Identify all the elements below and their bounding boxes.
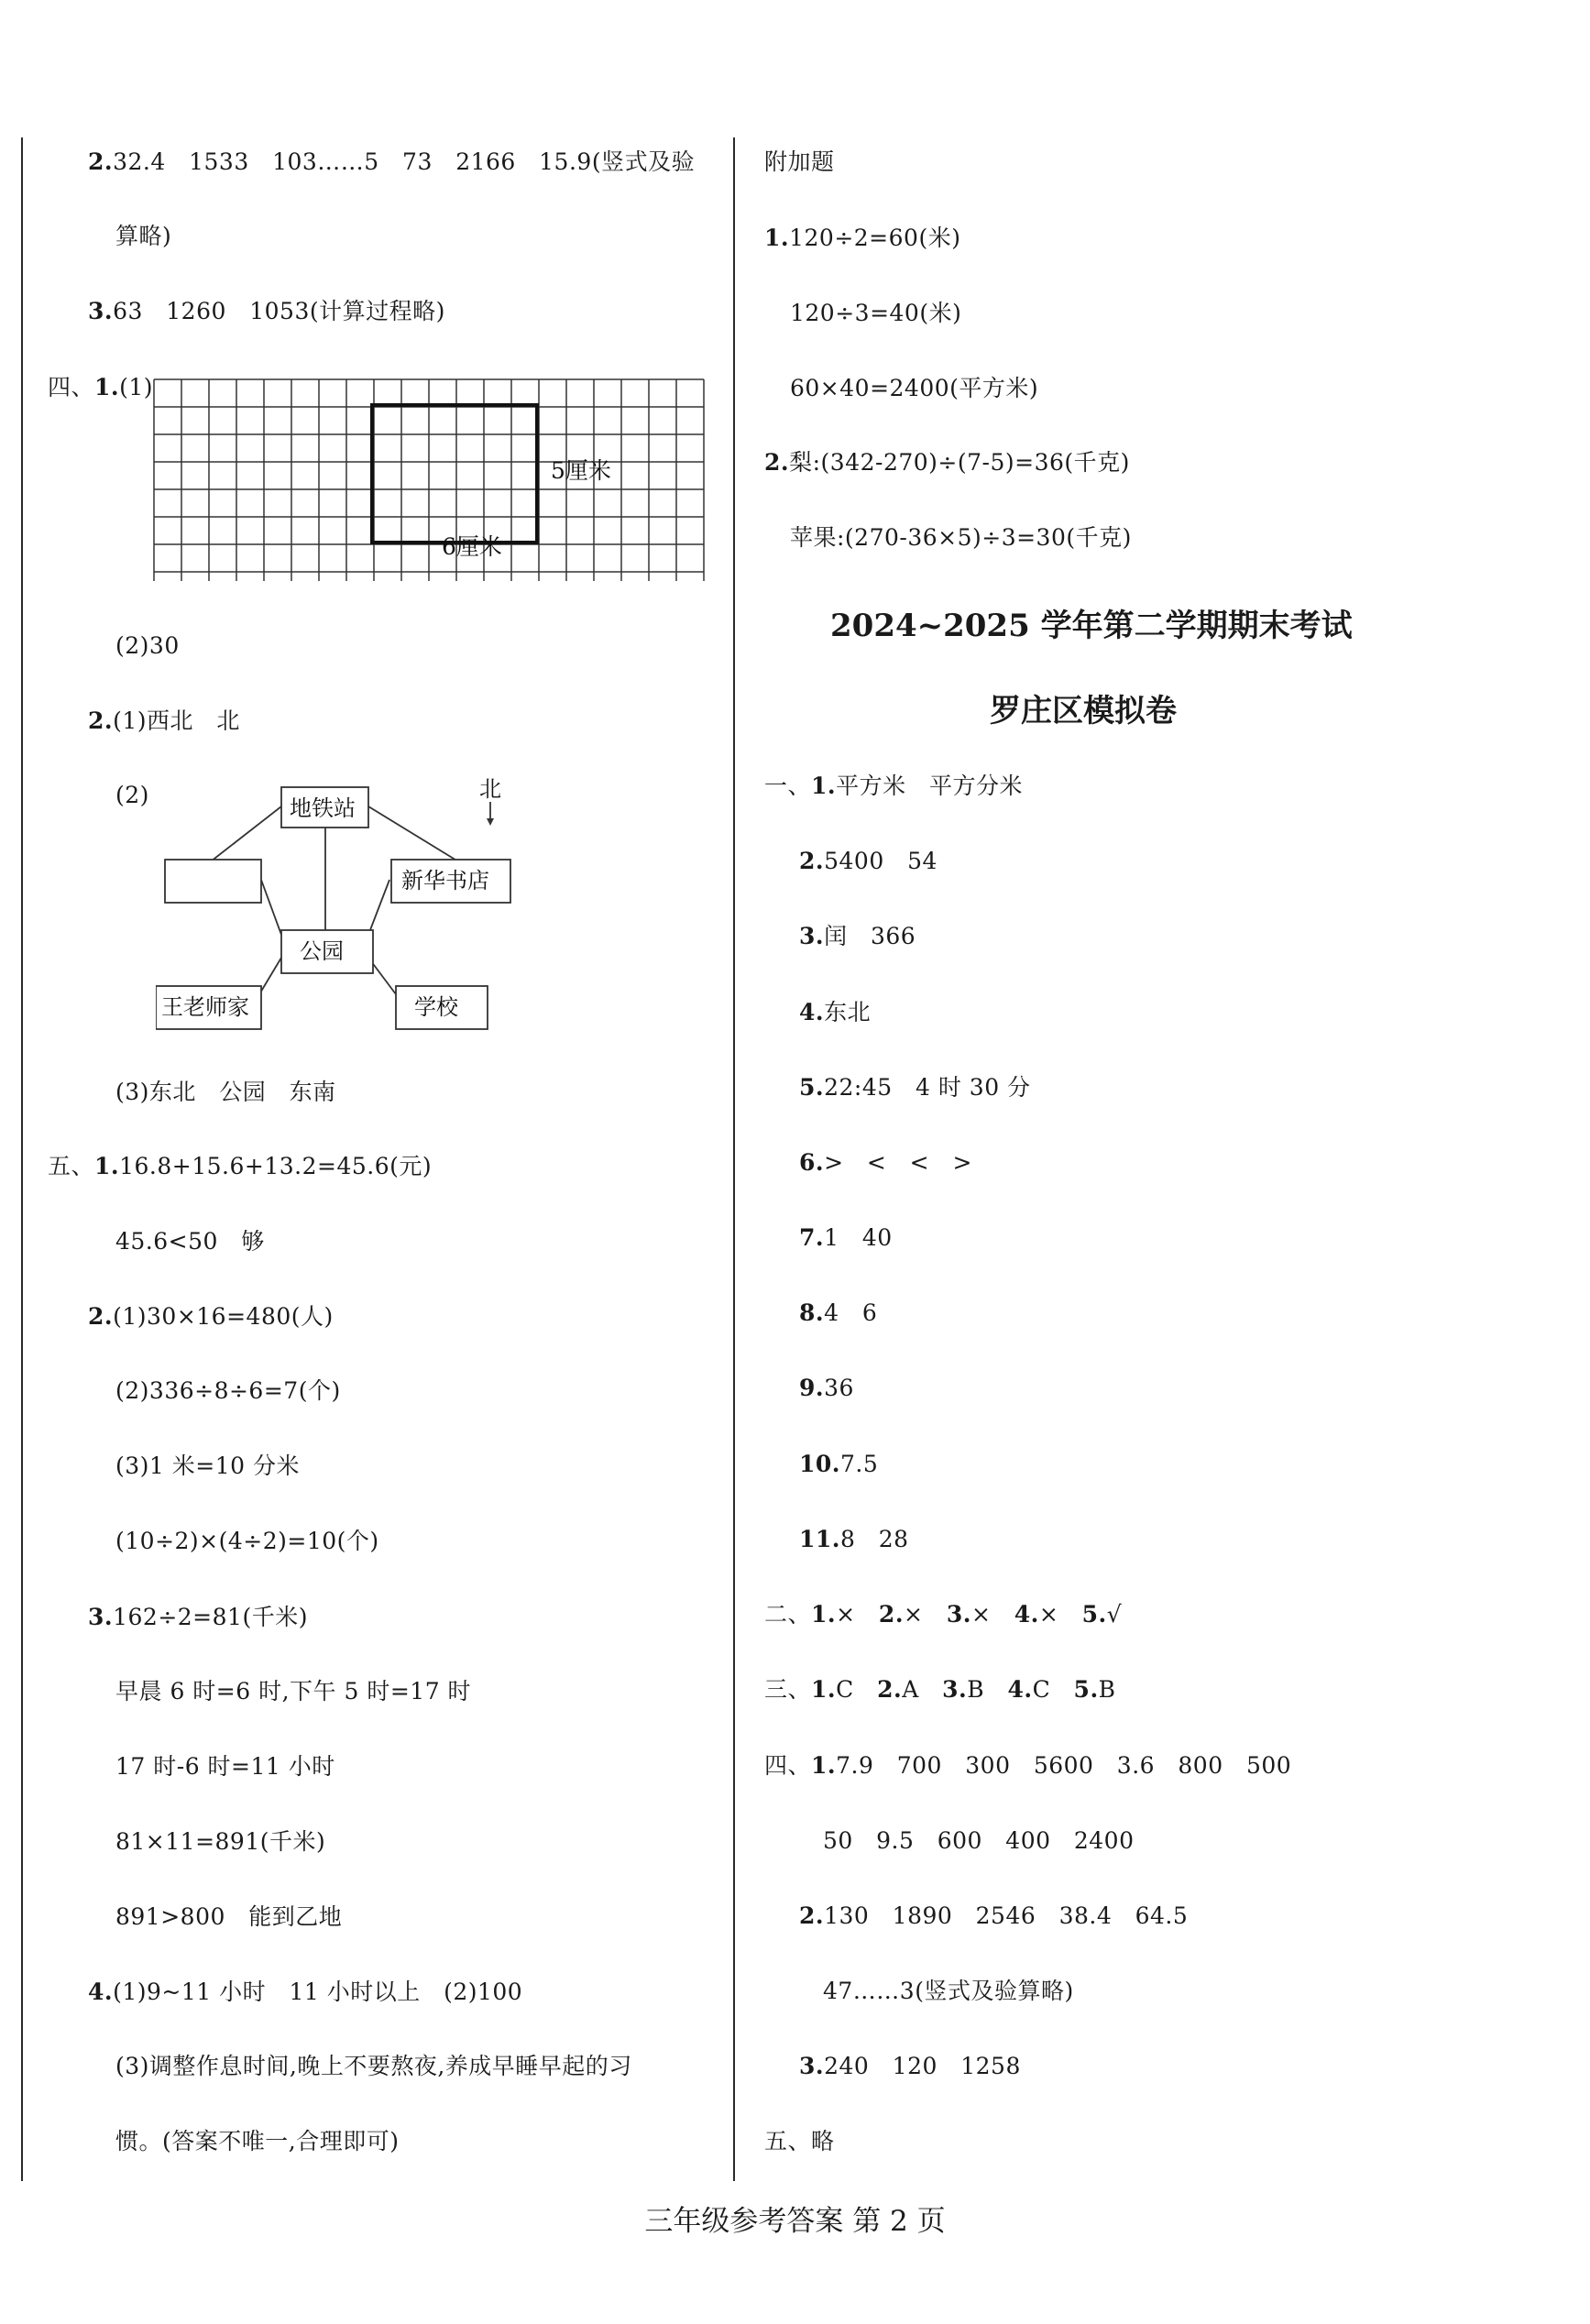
- answer-3-3: 3.63 1260 1053(计算过程略): [88, 298, 445, 324]
- answer-r4-2: 2.130 1890 2546 38.4 64.5: [799, 1902, 1189, 1929]
- extra-2: 2.梨:(342-270)÷(7-5)=36(千克): [764, 449, 1130, 476]
- answer-5-4: 4.(1)9~11 小时 11 小时以上 (2)100: [88, 1979, 523, 2005]
- grid-rectangle-figure: [152, 378, 706, 585]
- answer-3-2: 2.32.4 1533 103……5 73 2166 15.9(竖式及验: [88, 148, 696, 175]
- answer-r1-3: 3.闰 366: [799, 923, 916, 949]
- answer-5-2d: (10÷2)×(4÷2)=10(个): [115, 1528, 379, 1554]
- answer-4-2: 2.(1)西北 北: [88, 707, 240, 734]
- answer-3-2-cont: 算略): [115, 223, 172, 249]
- answer-4-1-2: (2)30: [115, 632, 180, 659]
- answer-5-3e: 891>800 能到乙地: [115, 1903, 343, 1930]
- answer-r1-6: 6.> < < >: [799, 1149, 972, 1176]
- answer-r4-3: 3.240 120 1258: [799, 2053, 1021, 2079]
- answer-5-3c: 17 时-6 时=11 小时: [115, 1753, 335, 1780]
- park-label: 公园: [300, 938, 344, 964]
- extra-1b: 120÷3=40(米): [790, 300, 962, 326]
- page-edge-rule: [21, 137, 23, 2181]
- answer-r1-5: 5.22:45 4 时 30 分: [799, 1074, 1031, 1101]
- blank-box: [165, 860, 261, 903]
- column-divider: [733, 137, 735, 2181]
- answer-r5: 五、略: [764, 2128, 835, 2154]
- exam-title: 2024~2025 学年第二学期期末考试: [830, 608, 1353, 644]
- answer-r1-7: 7.1 40: [799, 1224, 893, 1251]
- subway-label: 地铁站: [290, 795, 356, 821]
- north-label: 北: [479, 776, 501, 802]
- answer-4-2-3: (3)东北 公园 东南: [115, 1079, 336, 1105]
- answer-r1-2: 2.5400 54: [799, 848, 938, 874]
- school-label: 学校: [414, 994, 458, 1020]
- answer-5-3: 3.162÷2=81(千米): [88, 1604, 308, 1630]
- answer-5-2: 2.(1)30×16=480(人): [88, 1303, 334, 1330]
- answer-5-4c: 惯。(答案不唯一,合理即可): [115, 2128, 400, 2154]
- answer-r1-4: 4.东北: [799, 999, 872, 1025]
- extra-1c: 60×40=2400(平方米): [790, 375, 1039, 401]
- rectangle-6x5: [372, 405, 537, 543]
- answer-r1-10: 10.7.5: [799, 1451, 879, 1477]
- answer-r2-row: 二、1.× 2.× 3.× 4.× 5.√: [764, 1601, 1123, 1628]
- page-footer: 三年级参考答案 第 2 页: [644, 2205, 946, 2238]
- answer-4-2-2-label: (2): [115, 782, 149, 808]
- extra-2b: 苹果:(270-36×5)÷3=30(千克): [790, 524, 1132, 551]
- answer-r4-1b: 50 9.5 600 400 2400: [823, 1827, 1135, 1854]
- extra-1: 1.120÷2=60(米): [764, 225, 961, 251]
- answer-5-1b: 45.6<50 够: [115, 1228, 265, 1255]
- teacher-home-label: 王老师家: [161, 994, 249, 1020]
- answer-r1-9: 9.36: [799, 1375, 854, 1401]
- label-6cm: 6厘米: [442, 533, 502, 560]
- answer-5-3b: 早晨 6 时=6 时,下午 5 时=17 时: [115, 1678, 472, 1705]
- extra-section-title: 附加题: [764, 148, 835, 175]
- answer-r1-8: 8.4 6: [799, 1299, 878, 1326]
- answer-r1-11: 11.8 28: [799, 1526, 909, 1552]
- answer-r4-1: 四、1.7.9 700 300 5600 3.6 800 500: [764, 1752, 1292, 1779]
- answer-5-1: 五、1.16.8+15.6+13.2=45.6(元): [48, 1153, 433, 1179]
- label-5cm: 5厘米: [551, 457, 611, 484]
- answer-5-2b: (2)336÷8÷6=7(个): [115, 1377, 341, 1404]
- answer-r4-2b: 47……3(竖式及验算略): [823, 1978, 1074, 2004]
- exam-subtitle: 罗庄区模拟卷: [990, 693, 1177, 729]
- answer-5-2c: (3)1 米=10 分米: [115, 1452, 300, 1479]
- answer-5-4b: (3)调整作息时间,晚上不要熬夜,养成早睡早起的习: [115, 2053, 632, 2079]
- answer-r3-row: 三、1.C 2.A 3.B 4.C 5.B: [764, 1676, 1116, 1703]
- location-map-diagram: [156, 774, 541, 1040]
- answer-5-3d: 81×11=891(千米): [115, 1828, 326, 1855]
- bookstore-label: 新华书店: [401, 868, 489, 893]
- answer-4-1-label: 四、1.(1): [48, 374, 154, 400]
- answer-r1-1: 一、1.平方米 平方分米: [764, 773, 1023, 799]
